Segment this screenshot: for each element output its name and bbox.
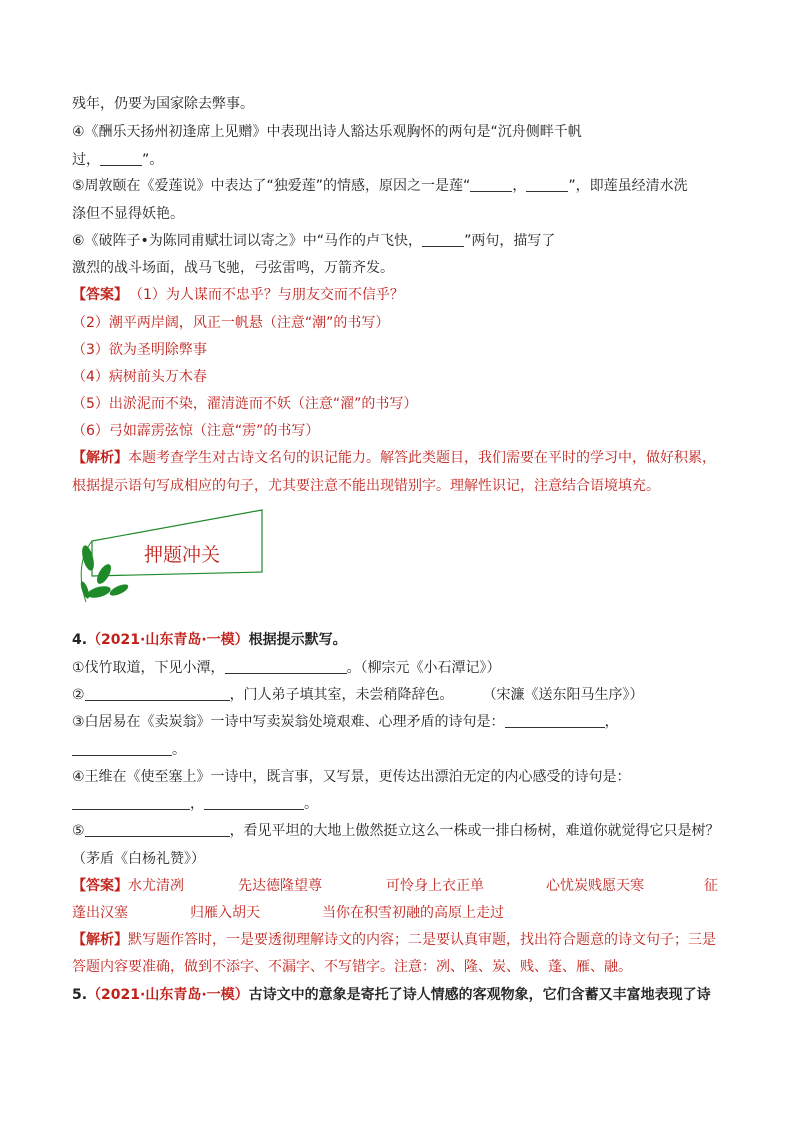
answer-line: （2）潮平两岸阔，风正一帆悬（注意“潮”的书写） bbox=[72, 315, 390, 331]
question-item: ①伐竹取道，下见小潭， 。（柳宗元《小石潭记》） bbox=[72, 660, 501, 676]
text-line: ④《酬乐天扬州初逢席上见赠》中表现出诗人豁达乐观胸怀的两句是“沉舟侧畔千帆 bbox=[72, 124, 582, 140]
text-line: 残年，仍要为国家除去弊事。 bbox=[72, 96, 254, 112]
text-line: 激烈的战斗场面，战马飞驰，弓弦雷鸣，万箭齐发。 bbox=[72, 260, 394, 276]
question-item: ③白居易在《卖炭翁》一诗中写卖炭翁处境艰难、心理矛盾的诗句是： ， bbox=[72, 714, 619, 730]
analysis-line: 【解析】本题考查学生对古诗文名句的识记能力。解答此类题目，我们需要在平时的学习中，做好积累， bbox=[72, 450, 716, 466]
blank[interactable] bbox=[85, 686, 230, 701]
answer-line: 【答案】 （1）为人谋而不忠乎？与朋友交而不信乎？ bbox=[72, 287, 404, 303]
blank[interactable] bbox=[85, 822, 230, 837]
question-heading: 4.（2021·山东青岛·一模）根据提示默写。 bbox=[72, 632, 347, 648]
leaf-icon bbox=[86, 584, 112, 600]
text-line: ⑤周敦颐在《爱莲说》中表达了“独爱莲”的情感，原因之一是莲“ ， ”，即莲虽经清水洗 bbox=[72, 178, 688, 194]
blank[interactable] bbox=[100, 151, 142, 166]
banner-title: 押题冲关 bbox=[144, 544, 221, 566]
blank[interactable] bbox=[470, 177, 512, 192]
blank[interactable] bbox=[526, 177, 568, 192]
blank[interactable] bbox=[225, 659, 347, 674]
blank[interactable] bbox=[72, 741, 172, 756]
text-line: 过， ”。 bbox=[72, 152, 164, 168]
analysis-line: 答题内容要准确，做到不添字、不漏字、不写错字。注意：冽、隆、炭、贱、蓬、雁、融。 bbox=[72, 959, 632, 975]
answer-line: （5）出淤泥而不染，濯清涟而不妖（注意“濯”的书写） bbox=[72, 396, 418, 412]
analysis-line: 【解析】默写题作答时，一是要透彻理解诗文的内容；二是要认真审题，找出符合题意的诗文句子；三是 bbox=[72, 932, 716, 948]
answer-line: 【答案】水尤清冽 先达德隆望尊 可怜身上衣正单 心忧炭贱愿天寒 征 bbox=[72, 878, 718, 894]
text-line: ⑥《破阵子•为陈同甫赋壮词以寄之》中“马作的卢飞快， ”两句，描写了 bbox=[72, 233, 556, 249]
section-banner bbox=[72, 506, 272, 616]
answer-line: （3）欲为圣明除弊事 bbox=[72, 342, 207, 358]
answer-line: （4）病树前头万木春 bbox=[72, 369, 207, 385]
question-item: ， 。 bbox=[72, 794, 318, 814]
question-item: ⑤ ，看见平坦的大地上傲然挺立这么一株或一排白杨树，难道你就觉得它只是树？ bbox=[72, 823, 720, 839]
question-item: ② ，门人弟子填其室，未尝稍降辞色。 （宋濂《送东阳马生序》） bbox=[72, 687, 644, 703]
text-line: 涤但不显得妖艳。 bbox=[72, 206, 184, 222]
answer-line: （6）弓如霹雳弦惊（注意“雳”的书写） bbox=[72, 423, 320, 439]
question-item: 。 bbox=[72, 740, 186, 760]
blank[interactable] bbox=[422, 232, 464, 247]
question-item: （茅盾《白杨礼赞》） bbox=[72, 851, 205, 867]
leaf-icon bbox=[108, 582, 130, 598]
analysis-line: 根据提示语句写成相应的句子，尤其要注意不能出现错别字。理解性识记，注意结合语境填充。 bbox=[72, 478, 660, 494]
question-item: ④王维在《使至塞上》一诗中，既言事，又写景，更传达出漂泊无定的内心感受的诗句是： bbox=[72, 769, 631, 785]
answer-line: 蓬出汉塞 归雁入胡天 当你在积雪初融的高原上走过 bbox=[72, 905, 504, 921]
blank[interactable] bbox=[72, 795, 190, 810]
blank[interactable] bbox=[204, 795, 304, 810]
question-heading: 5.（2021·山东青岛·一模）古诗文中的意象是寄托了诗人情感的客观物象，它们含蓄又丰富地表现了诗 bbox=[72, 987, 711, 1003]
blank[interactable] bbox=[505, 713, 605, 728]
